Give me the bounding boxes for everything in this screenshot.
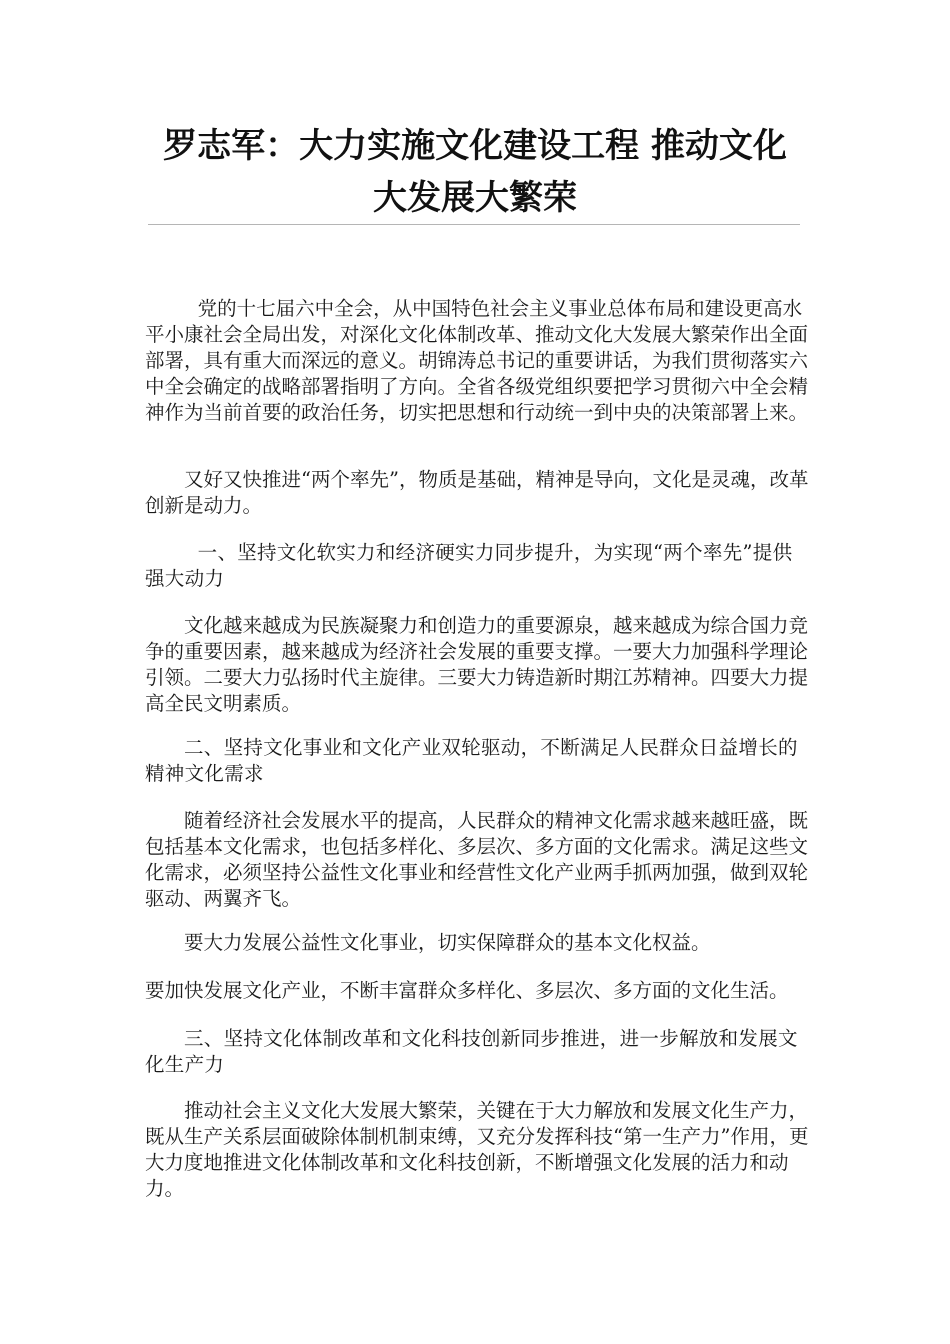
section-heading-3: 三、坚持文化体制改革和文化科技创新同步推进，进一步解放和发展文化生产力 (145, 1027, 798, 1076)
paragraph-section-2: 随着经济社会发展水平的提高，人民群众的精神文化需求越来越旺盛，既包括基本文化需求，也包括多样化、多层次、多方面的文化需求。满足这些文化需求，必须坚持公益性文化事业和经营性文化产业两手抓两加强，做到双轮驱动、两翼齐飞。 (145, 809, 809, 910)
document-title (145, 120, 805, 224)
paragraph-section-3: 推动社会主义文化大发展大繁荣，关键在于大力解放和发展文化生产力，既从生产关系层面破除体制机制束缚，又充分发挥科技“第一生产力”作用，更大力度地推进文化体制改革和文化科技创新，不断增强文化发展的活力和动力。 (145, 1099, 809, 1200)
title-divider (148, 224, 800, 225)
title-line-1: 罗志军：大力实施文化建设工程 推动文化 (163, 126, 787, 166)
title-line-2: 大发展大繁荣 (373, 178, 577, 218)
paragraph-two-firsts: 又好又快推进“两个率先”，物质是基础，精神是导向，文化是灵魂，改革创新是动力。 (145, 468, 809, 517)
section-heading-1: 一、坚持文化软实力和经济硬实力同步提升，为实现“两个率先”提供强大动力 (145, 541, 793, 590)
paragraph-culture-industry: 要加快发展文化产业，不断丰富群众多样化、多层次、多方面的文化生活。 (145, 979, 789, 1002)
paragraph-public-culture: 要大力发展公益性文化事业，切实保障群众的基本文化权益。 (184, 931, 711, 954)
section-heading-2: 二、坚持文化事业和文化产业双轮驱动，不断满足人民群众日益增长的精神文化需求 (145, 736, 798, 785)
paragraph-section-1: 文化越来越成为民族凝聚力和创造力的重要源泉，越来越成为综合国力竞争的重要因素，越来越成为经济社会发展的重要支撑。一要大力加强科学理论引领。二要大力弘扬时代主旋律。三要大力铸造新时期江苏精神。四要大力提高全民文明素质。 (145, 614, 809, 715)
paragraph-intro: 党的十七届六中全会，从中国特色社会主义事业总体布局和建设更高水平小康社会全局出发，对深化文化体制改革、推动文化大发展大繁荣作出全面部署，具有重大而深远的意义。胡锦涛总书记的重要讲话，为我们贯彻落实六中全会确定的战略部署指明了方向。全省各级党组织要把学习贯彻六中全会精神作为当前首要的政治任务，切实把思想和行动统一到中央的决策部署上来。 (145, 297, 809, 424)
